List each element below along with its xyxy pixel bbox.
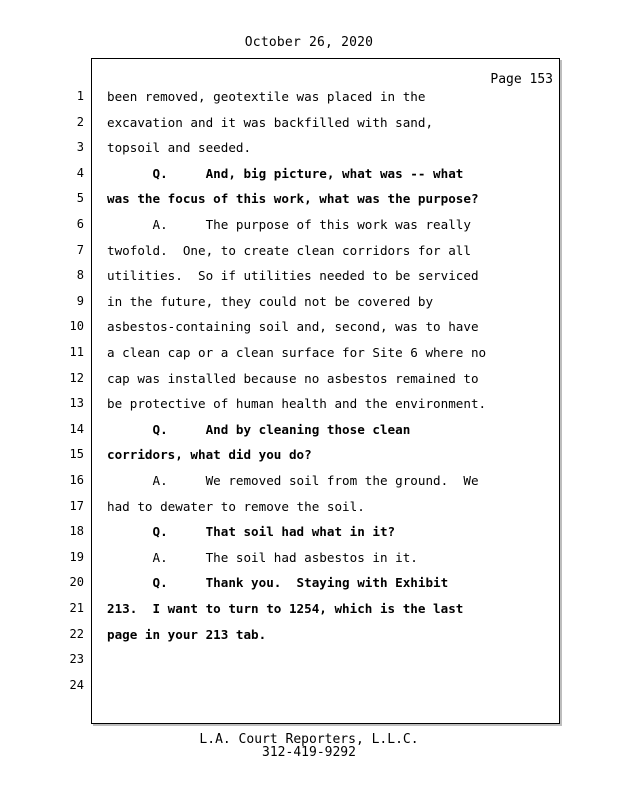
line-number: 1 xyxy=(76,89,84,103)
transcript-line: A. We removed soil from the ground. We xyxy=(107,473,479,488)
line-number: 11 xyxy=(69,345,84,359)
transcript-line: twofold. One, to create clean corridors for all xyxy=(107,243,471,258)
line-number: 21 xyxy=(69,601,84,615)
line-number: 5 xyxy=(76,191,84,205)
line-number: 8 xyxy=(76,268,84,282)
transcript-line: corridors, what did you do? xyxy=(107,447,312,462)
transcript-line: be protective of human health and the environment. xyxy=(107,396,487,411)
line-number: 23 xyxy=(69,652,84,666)
transcript-line: excavation and it was backfilled with sand, xyxy=(107,115,434,130)
line-number: 22 xyxy=(69,627,84,641)
transcript-line: been removed, geotextile was placed in the xyxy=(107,89,426,104)
line-number: 16 xyxy=(69,473,84,487)
transcript-line: in the future, they could not be covered by xyxy=(107,294,434,309)
transcript-line: Q. Thank you. Staying with Exhibit xyxy=(107,575,449,590)
transcript-line: topsoil and seeded. xyxy=(107,140,252,155)
transcript-line: was the focus of this work, what was the purpose? xyxy=(107,191,479,206)
footer xyxy=(0,733,618,759)
line-number: 6 xyxy=(76,217,84,231)
line-number: 20 xyxy=(69,575,84,589)
line-number: 2 xyxy=(76,115,84,129)
line-number: 18 xyxy=(69,524,84,538)
reporter-phone: 312-419-9292 xyxy=(262,745,356,760)
transcript-line: A. The soil had asbestos in it. xyxy=(107,550,418,565)
transcript-line: a clean cap or a clean surface for Site 6 where no xyxy=(107,345,487,360)
transcript-line: utilities. So if utilities needed to be serviced xyxy=(107,268,479,283)
transcript-date: October 26, 2020 xyxy=(244,35,374,50)
transcript-line: A. The purpose of this work was really xyxy=(107,217,471,232)
transcript-line: page in your 213 tab. xyxy=(107,627,267,642)
line-number: 14 xyxy=(69,422,84,436)
transcript-line: asbestos-containing soil and, second, was to have xyxy=(107,319,479,334)
transcript-line: cap was installed because no asbestos remained to xyxy=(107,371,479,386)
line-number: 4 xyxy=(76,166,84,180)
line-number: 3 xyxy=(76,140,84,154)
transcript-line: Q. And by cleaning those clean xyxy=(107,422,411,437)
transcript-line: Q. And, big picture, what was -- what xyxy=(107,166,464,181)
transcript-line: 213. I want to turn to 1254, which is the last xyxy=(107,601,464,616)
line-number: 9 xyxy=(76,294,84,308)
line-number: 17 xyxy=(69,499,84,513)
line-number: 24 xyxy=(69,678,84,692)
transcript-line: had to dewater to remove the soil. xyxy=(107,499,365,514)
line-number: 15 xyxy=(69,447,84,461)
line-number: 7 xyxy=(76,243,84,257)
page-number: Page 153 xyxy=(490,72,553,87)
line-number: 12 xyxy=(69,371,84,385)
line-number: 13 xyxy=(69,396,84,410)
reporter-company: L.A. Court Reporters, L.L.C. xyxy=(199,732,419,747)
transcript-line: Q. That soil had what in it? xyxy=(107,524,396,539)
line-number: 10 xyxy=(69,319,84,333)
line-number: 19 xyxy=(69,550,84,564)
transcript-page xyxy=(91,58,560,724)
